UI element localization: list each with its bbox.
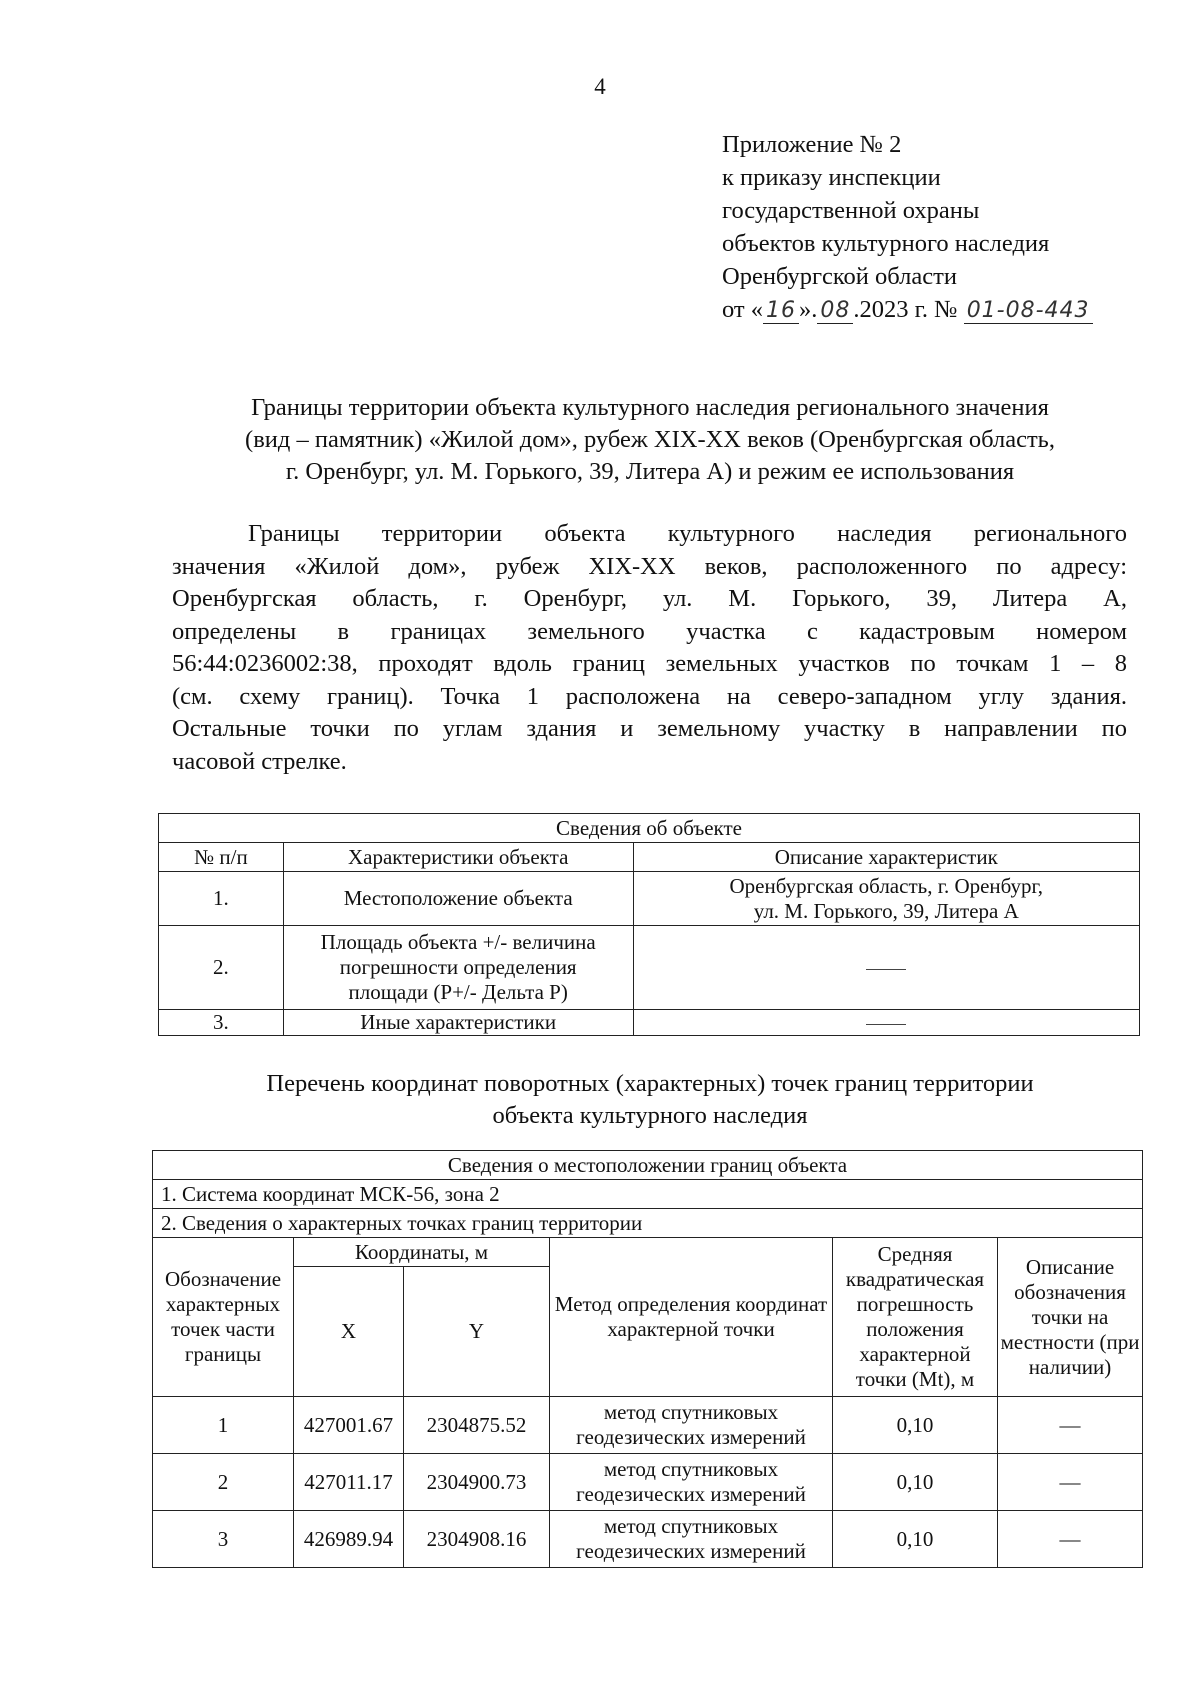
coord-y: 2304900.73 bbox=[404, 1454, 550, 1511]
row-description bbox=[633, 872, 1139, 926]
method bbox=[550, 1454, 833, 1511]
characteristic-line: погрешности определения bbox=[339, 955, 577, 979]
coord-y: 2304875.52 bbox=[404, 1397, 550, 1454]
method-line: метод спутниковых bbox=[603, 1514, 779, 1538]
header-num: № п/п bbox=[159, 843, 284, 872]
coord-table-caption: Сведения о местоположении границ объекта bbox=[153, 1151, 1143, 1180]
coord-x: 426989.94 bbox=[294, 1511, 404, 1568]
header-point-description: Описание обозначения точки на местности (при наличии) bbox=[998, 1238, 1143, 1397]
empty-dash bbox=[866, 1024, 906, 1025]
row-num: 1. bbox=[159, 872, 284, 926]
coord-x: 427011.17 bbox=[294, 1454, 404, 1511]
mse-value: 0,10 bbox=[833, 1511, 998, 1568]
method-line: геодезических измерений bbox=[576, 1539, 806, 1563]
table-row bbox=[153, 1511, 1143, 1568]
row-description-empty bbox=[633, 926, 1139, 1010]
paragraph-line: определены в границах земельного участка с кадастровым номером bbox=[172, 617, 1127, 645]
header-y: Y bbox=[404, 1267, 550, 1397]
coord-x: 427001.67 bbox=[294, 1397, 404, 1454]
point-description: — bbox=[998, 1511, 1143, 1568]
method-line: геодезических измерений bbox=[576, 1482, 806, 1506]
row-num: 2. bbox=[159, 926, 284, 1010]
row-characteristic: Местоположение объекта bbox=[283, 872, 633, 926]
paragraph-line: Границы территории объекта культурного наследия регионального bbox=[248, 520, 1127, 547]
method-line: метод спутниковых bbox=[603, 1457, 779, 1481]
point-id: 1 bbox=[153, 1397, 294, 1454]
appendix-line: Оренбургской области bbox=[722, 263, 957, 290]
date-prefix: от « bbox=[722, 296, 764, 323]
header-x: X bbox=[294, 1267, 404, 1397]
coordinates-list-title bbox=[160, 1068, 1140, 1132]
table-row bbox=[159, 926, 1140, 1010]
coord-y: 2304908.16 bbox=[404, 1511, 550, 1568]
header-coordinates: Координаты, м bbox=[294, 1238, 550, 1267]
appendix-line: объектов культурного наследия bbox=[722, 230, 1050, 257]
appendix-line: к приказу инспекции bbox=[722, 164, 941, 191]
list-title-line: объекта культурного наследия bbox=[492, 1102, 808, 1129]
header-method: Метод определения координат характерной точки bbox=[550, 1238, 833, 1397]
handwritten-order-number: 01-08-443 bbox=[964, 298, 1093, 324]
paragraph-line: Оренбургская область, г. Оренбург, ул. М. Горького, 39, Литера А, bbox=[172, 585, 1127, 612]
mse-value: 0,10 bbox=[833, 1397, 998, 1454]
header-description: Описание характеристик bbox=[633, 843, 1139, 872]
description-line: ул. М. Горького, 39, Литера А bbox=[753, 898, 1019, 923]
page-number: 4 bbox=[594, 74, 606, 99]
paragraph-line: (см. схему границ). Точка 1 расположена на северо-западном углу здания. bbox=[172, 682, 1127, 710]
method bbox=[550, 1511, 833, 1568]
object-table-caption: Сведения об объекте bbox=[159, 814, 1140, 843]
handwritten-month: 08 bbox=[817, 298, 853, 324]
paragraph-line: 56:44:0236002:38, проходят вдоль границ земельных участков по точкам 1 – 8 bbox=[172, 650, 1127, 677]
header-designation: Обозначение характерных точек части границы bbox=[153, 1238, 294, 1397]
row-num: 3. bbox=[159, 1010, 284, 1036]
paragraph-line: Остальные точки по углам здания и земельному участку в направлении по bbox=[172, 715, 1127, 742]
points-caption: 2. Сведения о характерных точках границ территории bbox=[153, 1209, 1143, 1238]
table-row bbox=[153, 1454, 1143, 1511]
table-row bbox=[159, 1010, 1140, 1036]
point-id: 3 bbox=[153, 1511, 294, 1568]
mse-value: 0,10 bbox=[833, 1454, 998, 1511]
paragraph-line: значения «Жилой дом», рубеж XIX-XX веков, расположенного по адресу: bbox=[172, 552, 1127, 580]
title-line: (вид – памятник) «Жилой дом», рубеж XIX-XX веков (Оренбургская область, bbox=[245, 426, 1055, 453]
handwritten-day: 16 bbox=[763, 298, 799, 324]
point-description: — bbox=[998, 1397, 1143, 1454]
coordinates-table bbox=[152, 1150, 1143, 1568]
method bbox=[550, 1397, 833, 1454]
object-info-table bbox=[158, 813, 1140, 1036]
point-id: 2 bbox=[153, 1454, 294, 1511]
paragraph-line: часовой стрелке. bbox=[172, 747, 347, 775]
list-title-line: Перечень координат поворотных (характерных) точек границ территории bbox=[266, 1070, 1034, 1097]
method-line: метод спутниковых bbox=[603, 1400, 779, 1424]
boundary-description bbox=[172, 518, 1127, 778]
characteristic-line: площади (P+/- Дельта P) bbox=[348, 980, 568, 1004]
table-row bbox=[153, 1397, 1143, 1454]
header-mse: Средняя квадратическая погрешность положения характерной точки (Mt), м bbox=[833, 1238, 998, 1397]
order-date-line bbox=[722, 293, 1093, 327]
row-description-empty bbox=[633, 1010, 1139, 1036]
title-line: Границы территории объекта культурного наследия регионального значения bbox=[251, 394, 1049, 421]
date-year: .2023 г. № bbox=[853, 296, 958, 323]
characteristic-line: Площадь объекта +/- величина bbox=[320, 930, 596, 954]
coordinate-system: 1. Система координат МСК-56, зона 2 bbox=[153, 1180, 1143, 1209]
point-description: — bbox=[998, 1454, 1143, 1511]
row-characteristic bbox=[283, 926, 633, 1010]
header-characteristic: Характеристики объекта bbox=[283, 843, 633, 872]
method-line: геодезических измерений bbox=[576, 1425, 806, 1449]
appendix-header bbox=[722, 128, 1093, 327]
empty-dash bbox=[866, 969, 906, 970]
appendix-line: государственной охраны bbox=[722, 197, 980, 224]
appendix-line: Приложение № 2 bbox=[722, 131, 902, 158]
row-characteristic: Иные характеристики bbox=[283, 1010, 633, 1036]
title-line: г. Оренбург, ул. М. Горького, 39, Литера А) и режим ее использования bbox=[285, 458, 1015, 485]
description-line: Оренбургская область, г. Оренбург, bbox=[729, 873, 1044, 898]
date-separator: ». bbox=[799, 296, 818, 323]
document-title bbox=[160, 392, 1140, 488]
table-row bbox=[159, 872, 1140, 926]
